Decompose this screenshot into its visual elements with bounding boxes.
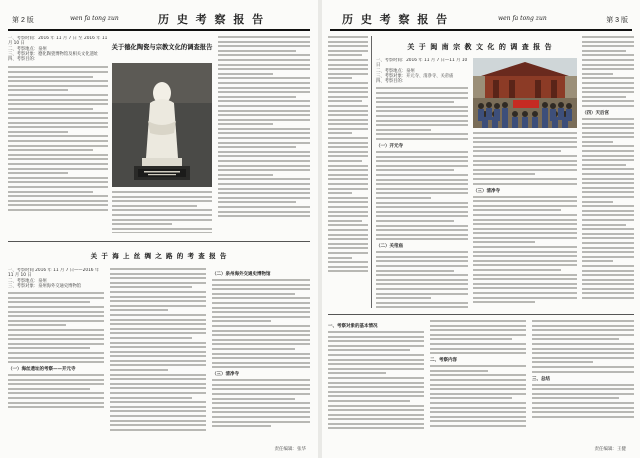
- right-meta-2: 二、考察地点：泉州: [376, 68, 415, 74]
- left-lower-col-1: [8, 268, 104, 446]
- left-section-headline: 关 于 海 上 丝 绸 之 路 的 考 查 报 告: [90, 252, 228, 260]
- left-meta-2: 二、考察地点：泉州: [8, 46, 47, 52]
- left-meta-3: 三、考察对象：德化陶瓷博物馆及相关文化遗址: [8, 51, 99, 57]
- left-subhead-2: （二）泉州海外交通史博物馆: [212, 272, 271, 277]
- left-section-meta-2: 二、考察地点：泉州: [8, 278, 47, 284]
- left-meta-4: 四、考察目的：: [8, 57, 39, 63]
- temple-group-illustration: [473, 58, 577, 128]
- right-lower-col-1: [328, 320, 424, 446]
- group-photo-temple: [473, 58, 577, 128]
- right-column-rule: [371, 36, 372, 308]
- right-page-number: 第 3 版: [606, 17, 628, 24]
- right-page-header: [330, 7, 632, 31]
- right-col-2: [376, 58, 468, 308]
- guanyin-statue-photo: [112, 63, 212, 187]
- left-photo-caption-text: [112, 191, 212, 233]
- right-newspaper-page: [322, 0, 640, 458]
- right-col-3: [473, 132, 577, 308]
- left-headline-top: 关于德化陶瓷与宗教文化的调查报告: [111, 44, 213, 51]
- right-lower-subhead-3: 三、总结: [532, 376, 550, 382]
- right-lower-col-3: [532, 320, 634, 446]
- left-col-1: [8, 36, 108, 232]
- right-page-footer: 责任编辑：王健: [594, 447, 626, 452]
- left-page-header: [8, 7, 310, 31]
- right-headline-top: 关 于 闽 南 宗 教 文 化 的 调 查 报 告: [407, 42, 553, 51]
- right-section-divider: [328, 314, 634, 315]
- right-subhead-2: （二）关帝庙: [376, 244, 403, 250]
- right-masthead: 历 史 考 察 报 告: [342, 13, 450, 26]
- left-page-footer: 责任编辑：张华: [274, 447, 306, 452]
- left-page-number: 第 2 版: [12, 17, 34, 24]
- right-subhead-3: （三）清净寺: [473, 188, 500, 194]
- right-meta-1: 一、考察时间：2016 年 11 月 7 日—11 月 10 日: [376, 58, 468, 69]
- right-lower-subhead-1: 一、考察对象的基本情况: [328, 324, 378, 329]
- right-lower-subhead-2: 二、考察内容: [430, 358, 457, 364]
- left-pinyin: wen fa tong zun: [70, 15, 119, 22]
- left-subhead-3: （三）清净寺: [212, 372, 239, 378]
- left-col-1-text: [8, 66, 108, 210]
- right-meta-3: 三、考察对象：开元寺、清净寺、关帝庙: [376, 73, 454, 79]
- left-col-3: [218, 36, 310, 233]
- left-masthead: 历 史 考 察 报 告: [158, 13, 266, 26]
- left-meta-1: 一、考察时间：2016 年 11 月 7 日 至 2016 年 11 月 10 日: [8, 36, 108, 47]
- left-subhead-1: （一）海丝遗址的考察——开元寺: [8, 367, 76, 373]
- left-newspaper-page: [0, 0, 318, 458]
- left-lower-col-3: [212, 268, 310, 446]
- right-narrow-col: [328, 36, 368, 308]
- left-section-meta-3: 三、考察对象：泉州海外交通史博物馆: [8, 283, 82, 289]
- right-subhead-1: （一）开元寺: [376, 144, 403, 150]
- left-section-divider: [8, 241, 310, 242]
- right-col-4: [582, 36, 634, 308]
- right-lower-col-2: [430, 320, 526, 446]
- guanyin-statue-illustration: [112, 63, 212, 187]
- left-section-meta-1: 一、考察时间 2016 年 11 月 7 日——2016 年 11 月 10 日: [8, 268, 100, 279]
- left-lower-col-2: [110, 268, 206, 446]
- right-meta-4: 四、考察目的：: [376, 79, 407, 85]
- right-pinyin: wen fa tong zun: [498, 15, 547, 22]
- right-subhead-4: （四）天后宫: [582, 110, 609, 116]
